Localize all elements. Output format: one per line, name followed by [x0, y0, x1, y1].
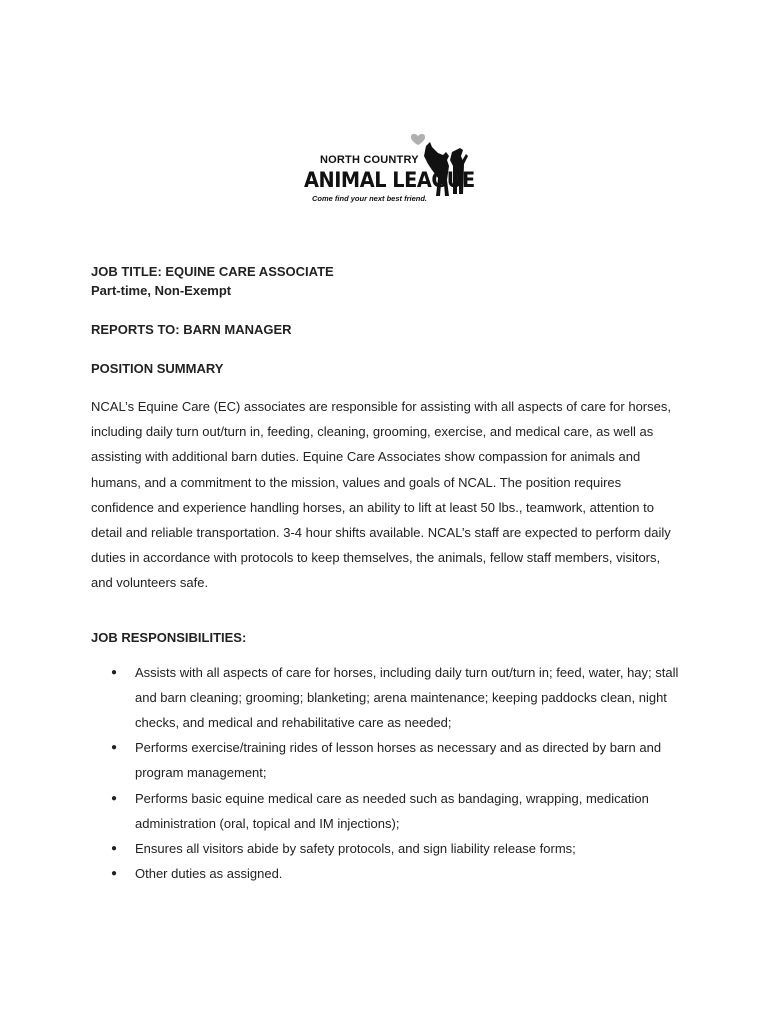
job-title: JOB TITLE: EQUINE CARE ASSOCIATE [91, 264, 334, 279]
logo-line-animal-league: ANIMAL LEAGUE [304, 168, 475, 192]
list-item [91, 786, 680, 836]
bullet-icon: ● [111, 843, 118, 855]
list-item [91, 660, 680, 736]
responsibilities-list [91, 660, 691, 887]
list-item-text: Performs exercise/training rides of lesson horses as necessary and as directed by barn and program management; [135, 740, 662, 781]
bullet-icon: ● [111, 742, 118, 754]
logo-line-north-country: NORTH COUNTRY [320, 154, 419, 166]
position-summary-text: NCAL’s Equine Care (EC) associates are responsible for assisting with all aspects of care for horses, including daily turn out/turn in, feeding, cleaning, grooming, exercise, and medical care, as well as assisting with additional barn duties. Equine Care Associates show compassion for animals and humans, and a commitment to the mission, values and goals of NCAL. The position requires confidence and experience handling horses, an ability to lift at least 50 lbs., teamwork, attention to detail and reliable transportation. 3-4 hour shifts available. NCAL’s staff are expected to perform daily duties in accordance with protocols to keep themselves, the animals, fellow staff members, visitors, and volunteers safe. [91, 399, 671, 591]
bullet-icon: ● [111, 666, 118, 678]
responsibilities-heading: JOB RESPONSIBILITIES: [91, 629, 247, 645]
bullet-icon: ● [111, 868, 118, 880]
reports-to: REPORTS TO: BARN MANAGER [91, 322, 292, 337]
list-item [91, 861, 680, 886]
list-item-text: Performs basic equine medical care as needed such as bandaging, wrapping, medication administration (oral, topical and IM injections); [135, 790, 649, 831]
list-item [91, 735, 680, 785]
list-item-text: Ensures all visitors abide by safety protocols, and sign liability release forms; [135, 841, 576, 857]
position-summary-heading: POSITION SUMMARY [91, 361, 224, 376]
employment-type: Part-time, Non-Exempt [91, 283, 232, 298]
logo-tagline: Come find your next best friend. [312, 194, 428, 203]
list-item-text: Assists with all aspects of care for horses, including daily turn out/turn in; feed, water, hay; stall and barn cleaning; grooming; blanketing; arena maintenance; keeping paddocks clean, night checks, and medical and rehabilitative care as needed; [135, 664, 679, 731]
job-description [91, 262, 691, 886]
list-item [91, 836, 680, 861]
list-item-text: Other duties as assigned. [135, 866, 283, 882]
organization-logo [300, 130, 475, 210]
bullet-icon: ● [111, 792, 118, 804]
